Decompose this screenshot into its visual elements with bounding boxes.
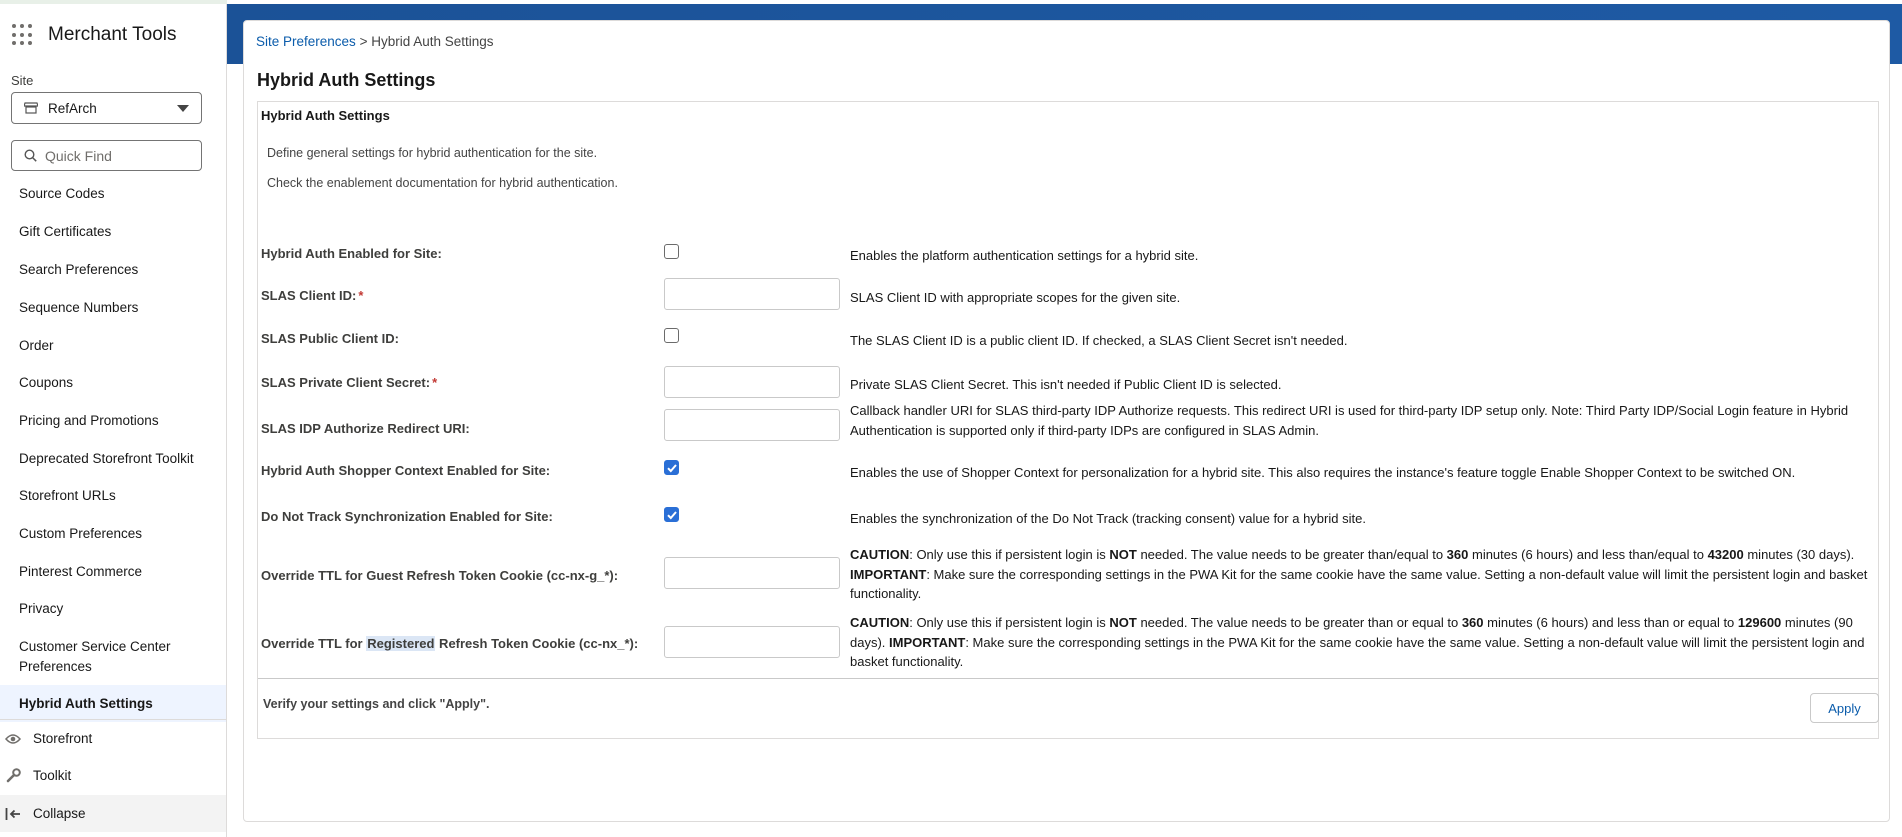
site-select[interactable] xyxy=(11,92,202,124)
registered-ttl-label: Override TTL for Registered Refresh Token Cookie (cc-nx_*): xyxy=(261,636,639,651)
sidebar-nav xyxy=(0,175,226,722)
sidebar-collapse[interactable] xyxy=(0,795,226,832)
idp-redirect-uri-input[interactable] xyxy=(664,409,840,441)
breadcrumb xyxy=(256,34,494,49)
collapse-icon xyxy=(5,806,21,822)
slas-public-client-help: The SLAS Client ID is a public client ID. If checked, a SLAS Client Secret isn't needed. xyxy=(850,333,1348,348)
guest-ttl-input[interactable] xyxy=(664,557,840,589)
sidebar-item-source-codes[interactable]: Source Codes xyxy=(19,186,105,201)
shopper-context-checkbox[interactable] xyxy=(664,460,679,475)
row-slas-private-secret xyxy=(258,362,1878,406)
quick-find-input[interactable] xyxy=(45,148,195,164)
dnt-sync-label: Do Not Track Synchronization Enabled for Site: xyxy=(261,509,553,524)
slas-private-secret-help: Private SLAS Client Secret. This isn't needed if Public Client ID is selected. xyxy=(850,377,1282,392)
checkmark-icon xyxy=(666,509,678,521)
sidebar-item-custom-preferences[interactable]: Custom Preferences xyxy=(19,526,143,541)
panel-title: Hybrid Auth Settings xyxy=(261,108,390,123)
sidebar-item-order[interactable]: Order xyxy=(19,338,54,353)
registered-ttl-help: CAUTION: Only use this if persistent login is NOT needed. The value needs to be greater than or equal to 360 minutes (6 hours) and less than or equal to 129600 minutes (90 days). IMPORTANT: Make sure the corresponding settings in the PWA Kit for the same cookie have the same value. Setting a non-default value will limit the persistent login and basket functionality. xyxy=(850,615,1865,669)
row-slas-client-id xyxy=(258,274,1878,318)
app-header xyxy=(12,24,177,46)
page-title: Hybrid Auth Settings xyxy=(257,70,436,90)
shopper-context-help: Enables the use of Shopper Context for personalization for a hybrid site. This also requires the instance's feature toggle Enable Shopper Context to be switched ON. xyxy=(850,465,1796,480)
row-shopper-context xyxy=(258,452,1878,498)
store-icon xyxy=(24,102,38,114)
breadcrumb-separator: > xyxy=(359,34,368,49)
dnt-sync-checkbox[interactable] xyxy=(664,507,679,522)
sidebar-item-storefront-urls[interactable]: Storefront URLs xyxy=(19,488,116,503)
sidebar-toolkit-label: Toolkit xyxy=(33,768,72,783)
slas-private-secret-input[interactable] xyxy=(664,366,840,398)
slas-client-id-help: SLAS Client ID with appropriate scopes for the given site. xyxy=(850,290,1181,305)
slas-public-client-label: SLAS Public Client ID: xyxy=(261,331,399,346)
idp-redirect-uri-label: SLAS IDP Authorize Redirect URI: xyxy=(261,421,470,436)
apply-button[interactable]: Apply xyxy=(1810,693,1879,723)
row-registered-ttl xyxy=(258,610,1878,678)
sidebar-item-pinterest-commerce[interactable]: Pinterest Commerce xyxy=(19,564,143,579)
sidebar-storefront[interactable] xyxy=(0,720,226,757)
hybrid-auth-enabled-checkbox[interactable] xyxy=(664,244,679,259)
dnt-sync-help: Enables the synchronization of the Do Not Track (tracking consent) value for a hybrid site. xyxy=(850,511,1366,526)
required-marker: * xyxy=(358,288,364,303)
sidebar-item-pricing-and-promotions[interactable]: Pricing and Promotions xyxy=(19,413,159,428)
sidebar-item-hybrid-auth-settings[interactable]: Hybrid Auth Settings xyxy=(0,685,226,722)
breadcrumb-current: Hybrid Auth Settings xyxy=(371,34,494,49)
slas-client-id-input[interactable] xyxy=(664,278,840,310)
sidebar xyxy=(0,0,227,837)
eye-icon xyxy=(5,731,21,747)
sidebar-item-coupons[interactable]: Coupons xyxy=(19,375,74,390)
content-card xyxy=(243,20,1890,822)
row-slas-public-client xyxy=(258,318,1878,362)
slas-public-client-checkbox[interactable] xyxy=(664,328,679,343)
breadcrumb-site-preferences-link[interactable]: Site Preferences xyxy=(256,34,356,49)
site-select-value: RefArch xyxy=(48,100,97,116)
checkmark-icon xyxy=(666,462,678,474)
wrench-icon xyxy=(5,768,21,784)
sidebar-item-deprecated-storefront-toolkit[interactable]: Deprecated Storefront Toolkit xyxy=(19,451,194,466)
sidebar-item-privacy[interactable]: Privacy xyxy=(19,601,64,616)
guest-ttl-help: CAUTION: Only use this if persistent login is NOT needed. The value needs to be greater than/equal to 360 minutes (6 hours) and less than/equal to 43200 minutes (30 days). IMPORTANT: Make sure the corresponding settings in the PWA Kit for the same cookie have the same value. Setting a non-default value will limit the persistent login and basket functionality. xyxy=(850,547,1868,601)
shopper-context-label: Hybrid Auth Shopper Context Enabled for Site: xyxy=(261,463,551,478)
sidebar-item-gift-certificates[interactable]: Gift Certificates xyxy=(19,224,112,239)
hybrid-auth-enabled-help: Enables the platform authentication settings for a hybrid site. xyxy=(850,248,1199,263)
app-title: Merchant Tools xyxy=(48,24,177,45)
chevron-down-icon xyxy=(177,105,189,112)
slas-private-secret-label: SLAS Private Client Secret: * xyxy=(261,375,438,390)
row-dnt-sync xyxy=(258,498,1878,542)
panel-documentation-note: Check the enablement documentation for hybrid authentication. xyxy=(267,176,618,190)
panel-description: Define general settings for hybrid authentication for the site. xyxy=(267,146,598,160)
settings-panel xyxy=(257,101,1879,739)
site-label: Site xyxy=(11,73,34,88)
sidebar-collapse-label: Collapse xyxy=(33,806,86,821)
registered-ttl-input[interactable] xyxy=(664,626,840,658)
sidebar-item-customer-service-center-preferences[interactable]: Customer Service Center Preferences xyxy=(19,639,171,674)
row-idp-redirect-uri xyxy=(258,403,1878,452)
footer-divider xyxy=(258,678,1878,679)
sidebar-item-search-preferences[interactable]: Search Preferences xyxy=(19,262,139,277)
sidebar-item-sequence-numbers[interactable]: Sequence Numbers xyxy=(19,300,139,315)
sidebar-toolkit[interactable] xyxy=(0,757,226,794)
quick-find[interactable] xyxy=(11,140,202,171)
hybrid-auth-enabled-label: Hybrid Auth Enabled for Site: xyxy=(261,246,442,261)
sidebar-top-accent xyxy=(0,0,227,4)
search-icon xyxy=(24,149,37,162)
row-guest-ttl xyxy=(258,542,1878,610)
app-launcher-icon[interactable] xyxy=(12,24,34,46)
required-marker: * xyxy=(432,375,438,390)
slas-client-id-label: SLAS Client ID: * xyxy=(261,288,364,303)
sidebar-storefront-label: Storefront xyxy=(33,731,93,746)
idp-redirect-uri-help: Callback handler URI for SLAS third-party IDP Authorize requests. This redirect URI is used for third-party IDP setup only. Note: Third Party IDP/Social Login feature in Hybrid Authentication is supported only if third-party IDPs are configured in SLAS Admin. xyxy=(850,403,1849,438)
row-hybrid-auth-enabled xyxy=(258,234,1878,274)
footer-instruction: Verify your settings and click "Apply". xyxy=(263,697,490,711)
guest-ttl-label: Override TTL for Guest Refresh Token Cookie (cc-nx-g_*): xyxy=(261,568,619,583)
